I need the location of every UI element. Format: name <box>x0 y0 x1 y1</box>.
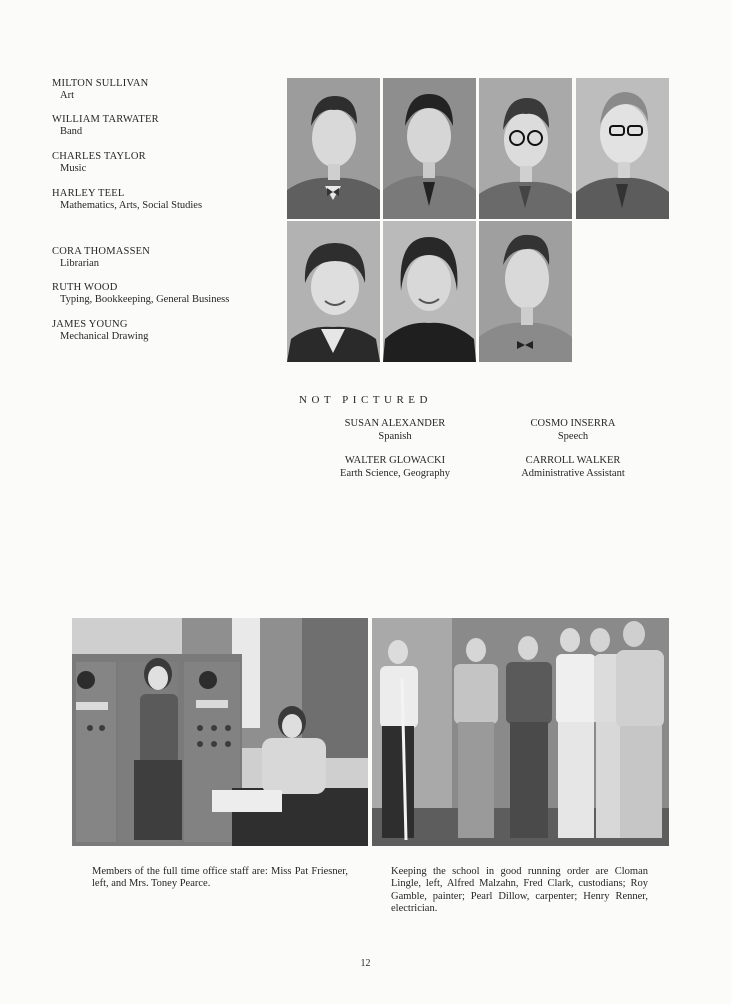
not-pictured-subject: Speech <box>557 430 589 442</box>
not-pictured-heading: NOT PICTURED <box>299 394 432 406</box>
not-pictured-subject: Administrative Assistant <box>521 467 625 479</box>
faculty-name: CORA THOMASSEN <box>52 246 151 257</box>
faculty-name: HARLEY TEEL <box>52 188 125 199</box>
faculty-entry <box>52 319 148 343</box>
portrait-photo <box>479 221 572 362</box>
faculty-name: JAMES YOUNG <box>52 319 128 330</box>
faculty-name: RUTH WOOD <box>52 282 118 293</box>
faculty-entry <box>52 114 159 138</box>
faculty-subject: Librarian <box>60 258 100 269</box>
faculty-entry <box>52 246 150 270</box>
not-pictured-name: COSMO INSERRA <box>530 418 616 429</box>
office-staff-caption: Members of the full time office staff are: Miss Pat Friesner, left, and Mrs. Toney Pearce. <box>92 866 348 890</box>
office-staff-photo <box>72 618 368 846</box>
faculty-entry <box>52 282 229 306</box>
portrait-photo <box>287 221 380 362</box>
faculty-subject: Band <box>60 126 83 137</box>
not-pictured-subject: Spanish <box>378 430 412 442</box>
faculty-entry <box>52 151 146 175</box>
portrait-photo <box>287 78 380 219</box>
not-pictured-entry <box>488 418 658 443</box>
faculty-name: CHARLES TAYLOR <box>52 151 146 162</box>
portrait-photo <box>383 78 476 219</box>
faculty-entry <box>52 188 202 212</box>
portrait-photo <box>479 78 572 219</box>
not-pictured-entry <box>310 418 480 443</box>
faculty-entry <box>52 78 148 102</box>
portrait-photo <box>383 221 476 362</box>
portrait-photo <box>576 78 669 219</box>
faculty-name: MILTON SULLIVAN <box>52 78 149 89</box>
page-number: 12 <box>360 958 371 969</box>
faculty-subject: Mathematics, Arts, Social Studies <box>60 200 203 211</box>
faculty-subject: Typing, Bookkeeping, General Business <box>60 294 230 305</box>
faculty-subject: Music <box>60 163 87 174</box>
not-pictured-entry <box>310 455 480 480</box>
not-pictured-name: WALTER GLOWACKI <box>344 455 446 466</box>
faculty-name: WILLIAM TARWATER <box>52 114 159 125</box>
not-pictured-name: SUSAN ALEXANDER <box>344 418 446 429</box>
faculty-subject: Art <box>60 90 74 101</box>
not-pictured-subject: Earth Science, Geography <box>340 467 450 479</box>
custodians-caption: Keeping the school in good running order are Cloman Lingle, left, Alfred Malzahn, Fred Clark, custodians; Roy Gamble, painter; Pearl Dillow, carpenter; Henry Renner, electrician. <box>391 866 648 915</box>
not-pictured-name: CARROLL WALKER <box>525 455 621 466</box>
not-pictured-entry <box>488 455 658 480</box>
faculty-subject: Mechanical Drawing <box>60 331 149 342</box>
custodians-photo <box>372 618 669 846</box>
